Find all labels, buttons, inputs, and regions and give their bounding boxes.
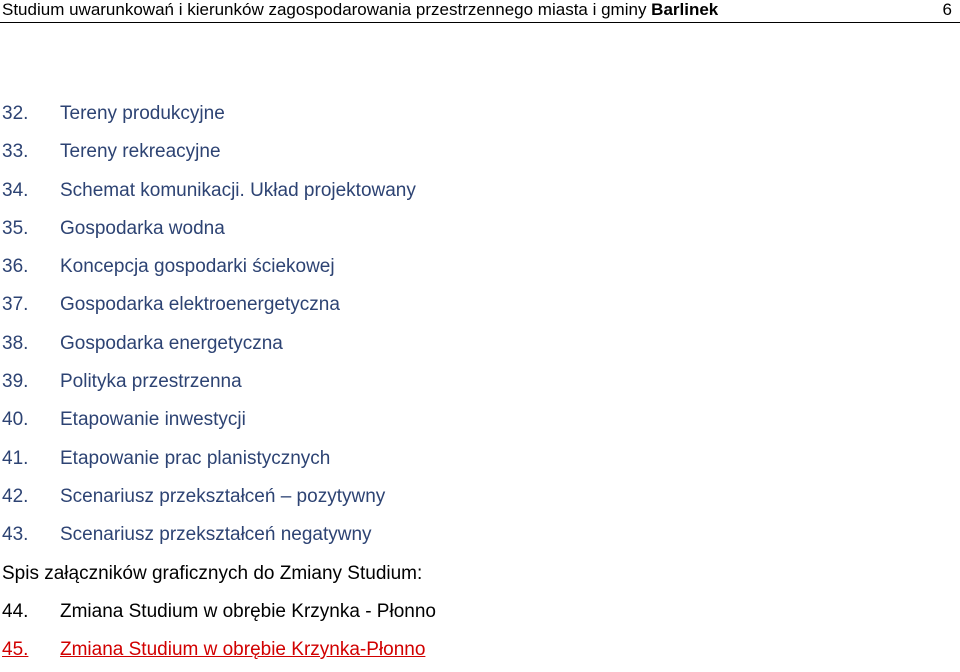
document-title-text: Studium uwarunkowań i kierunków zagospodarowania przestrzennego miasta i gminy	[2, 0, 652, 19]
toc-item-40[interactable]	[2, 404, 952, 442]
attachment-item-44[interactable]	[2, 596, 952, 634]
toc-item-number: 32.	[2, 103, 29, 124]
attachment-item-45[interactable]	[2, 634, 952, 672]
toc-item-number: 41.	[2, 447, 29, 469]
toc-item-label[interactable]: Scenariusz przekształceń – pozytywny	[60, 485, 386, 507]
attachment-item-label[interactable]: Zmiana Studium w obrębie Krzynka - Płonno	[60, 600, 436, 622]
document-title-municipality: Barlinek	[651, 0, 719, 19]
toc-item-35[interactable]	[2, 213, 952, 251]
toc-item-32[interactable]	[2, 98, 952, 136]
toc-item-label[interactable]: Polityka przestrzenna	[60, 371, 242, 393]
toc-item-number: 42.	[2, 485, 29, 507]
attachment-item-number: 44.	[2, 600, 29, 622]
toc-item-number: 43.	[2, 524, 29, 546]
attachment-item-label-link[interactable]: Zmiana Studium w obrębie Krzynka-Płonno	[60, 639, 426, 661]
toc-item-number: 33.	[2, 141, 29, 163]
toc-item-41[interactable]	[2, 443, 952, 481]
toc-item-number: 39.	[2, 371, 29, 393]
toc-item-label[interactable]: Etapowanie prac planistycznych	[60, 447, 331, 469]
toc-item-34[interactable]	[2, 175, 952, 213]
toc-item-label[interactable]: Etapowanie inwestycji	[60, 409, 246, 431]
toc-item-38[interactable]	[2, 328, 952, 366]
toc-item-number: 38.	[2, 332, 29, 354]
toc-item-label[interactable]: Tereny rekreacyjne	[60, 141, 221, 163]
toc-item-label[interactable]: Scenariusz przekształceń negatywny	[60, 524, 372, 546]
page-header	[0, 0, 960, 23]
toc-item-number: 34.	[2, 179, 29, 201]
toc-item-number: 37.	[2, 294, 29, 316]
toc-item-number: 35.	[2, 217, 29, 239]
toc-item-33[interactable]	[2, 136, 952, 174]
toc-item-number: 36.	[2, 256, 29, 278]
toc-item-label[interactable]: Gospodarka energetyczna	[60, 332, 283, 354]
toc-item-37[interactable]	[2, 289, 952, 327]
table-of-contents	[2, 98, 952, 672]
toc-item-label[interactable]: Gospodarka wodna	[60, 217, 225, 239]
attachment-item-number: 45.	[2, 639, 29, 661]
toc-item-label[interactable]: Tereny produkcyjne	[60, 103, 225, 124]
attachments-section-heading: Spis załączników graficznych do Zmiany Studium:	[2, 562, 423, 584]
toc-item-36[interactable]	[2, 251, 952, 289]
toc-item-label[interactable]: Koncepcja gospodarki ściekowej	[60, 256, 335, 278]
toc-item-label[interactable]: Gospodarka elektroenergetyczna	[60, 294, 340, 316]
toc-item-43[interactable]	[2, 519, 952, 557]
page-number: 6	[942, 0, 952, 19]
toc-item-label[interactable]: Schemat komunikacji. Układ projektowany	[60, 179, 416, 201]
toc-item-number: 40.	[2, 409, 29, 431]
document-title	[2, 0, 718, 20]
toc-item-39[interactable]	[2, 366, 952, 404]
toc-item-42[interactable]	[2, 481, 952, 519]
